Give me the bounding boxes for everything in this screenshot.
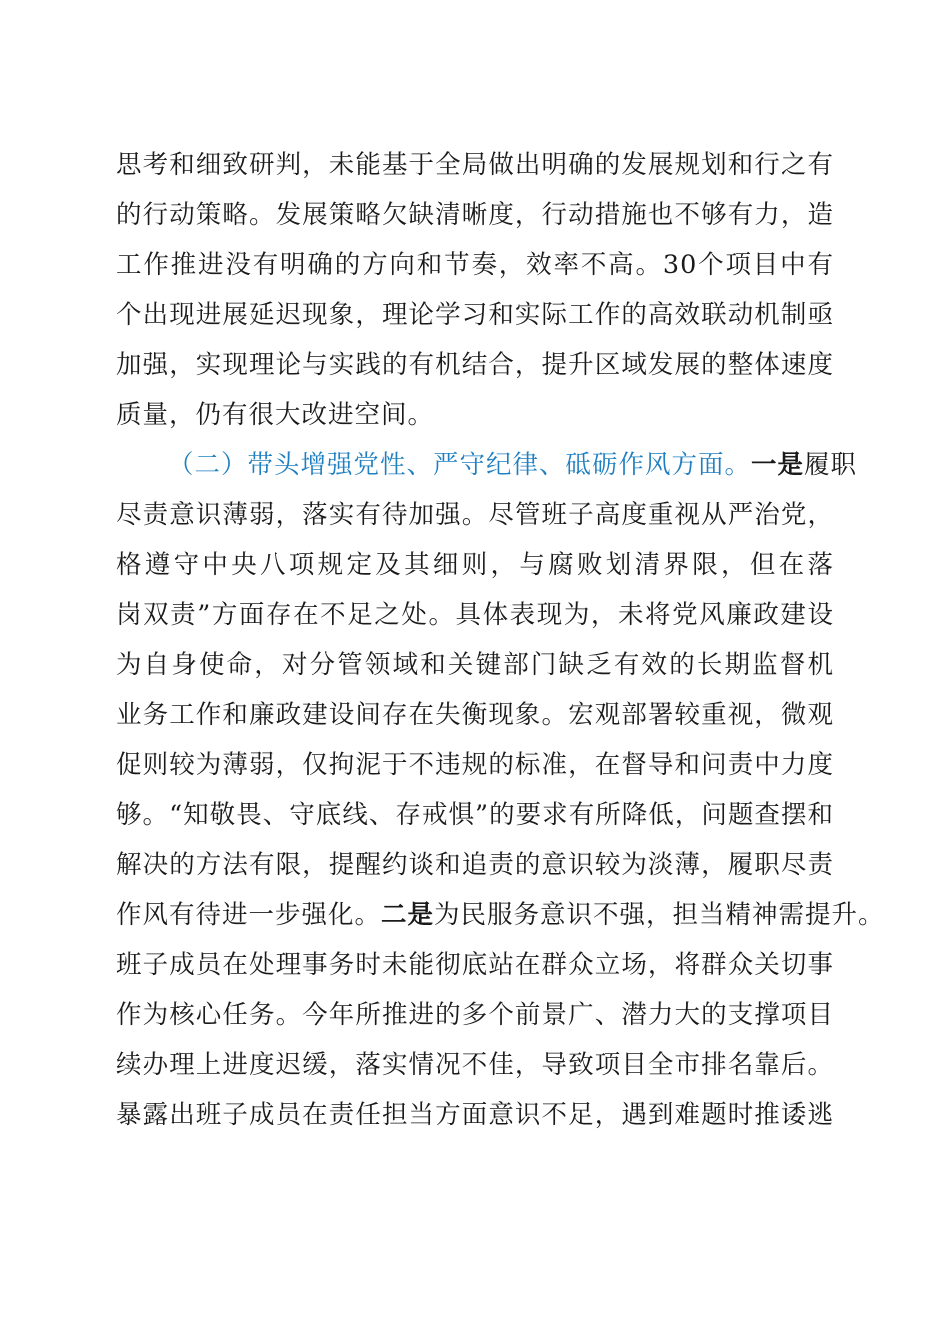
text-line: 解决的方法有限，提醒约谈和追责的意识较为淡薄，履职尽责 xyxy=(116,850,834,880)
text-line: 促则较为薄弱，仅拘泥于不违规的标准，在督导和问责中力度 xyxy=(116,750,834,780)
text-line: 加强，实现理论与实践的有机结合，提升区域发展的整体速度 xyxy=(116,350,834,380)
text-run: 为民服务意识不强，担当精神需提升。 xyxy=(434,900,885,930)
text-line: 班子成员在处理事务时未能彻底站在群众立场，将群众关切事 xyxy=(116,950,834,980)
point-marker: 二是 xyxy=(381,900,435,930)
text-line: 作为核心任务。今年所推进的多个前景广、潜力大的支撑项目 xyxy=(116,1000,834,1030)
text-line: 质量，仍有很大改进空间。 xyxy=(116,400,435,430)
text-line: 思考和细致研判，未能基于全局做出明确的发展规划和行之有 xyxy=(116,150,834,180)
text-line: 的行动策略。发展策略欠缺清晰度，行动措施也不够有力，造 xyxy=(116,200,834,230)
text-line: 个出现进展延迟现象，理论学习和实际工作的高效联动机制亟 xyxy=(116,300,834,330)
section-heading-line xyxy=(116,440,858,490)
section-heading: （二）带头增强党性、严守纪律、砥砺作风方面。 xyxy=(168,450,752,480)
text-line: 格遵守中央八项规定及其细则，与腐败划清界限，但在落 xyxy=(116,550,834,580)
text-line: 为自身使命，对分管领域和关键部门缺乏有效的长期监督机 xyxy=(116,650,834,680)
text-line: 业务工作和廉政建设间存在失衡现象。宏观部署较重视，微观 xyxy=(116,700,834,730)
text-line: 岗双责”方面存在不足之处。具体表现为，未将党风廉政建设 xyxy=(116,600,834,630)
text-line: 暴露出班子成员在责任担当方面意识不足，遇到难题时推诿逃 xyxy=(116,1100,834,1130)
text-line: 尽责意识薄弱，落实有待加强。尽管班子高度重视从严治党， xyxy=(116,500,834,530)
text-line xyxy=(116,890,885,940)
point-marker: 一是 xyxy=(751,450,805,480)
text-line: 够。“知敬畏、守底线、存戒惧”的要求有所降低，问题查摆和 xyxy=(116,800,834,830)
document-body xyxy=(116,140,885,1140)
text-run: 履职 xyxy=(804,450,858,480)
text-line: 工作推进没有明确的方向和节奏，效率不高。30个项目中有 xyxy=(116,250,834,280)
text-line: 续办理上进度迟缓，落实情况不佳，导致项目全市排名靠后。 xyxy=(116,1050,834,1080)
text-run: 作风有待进一步强化。 xyxy=(116,900,382,930)
